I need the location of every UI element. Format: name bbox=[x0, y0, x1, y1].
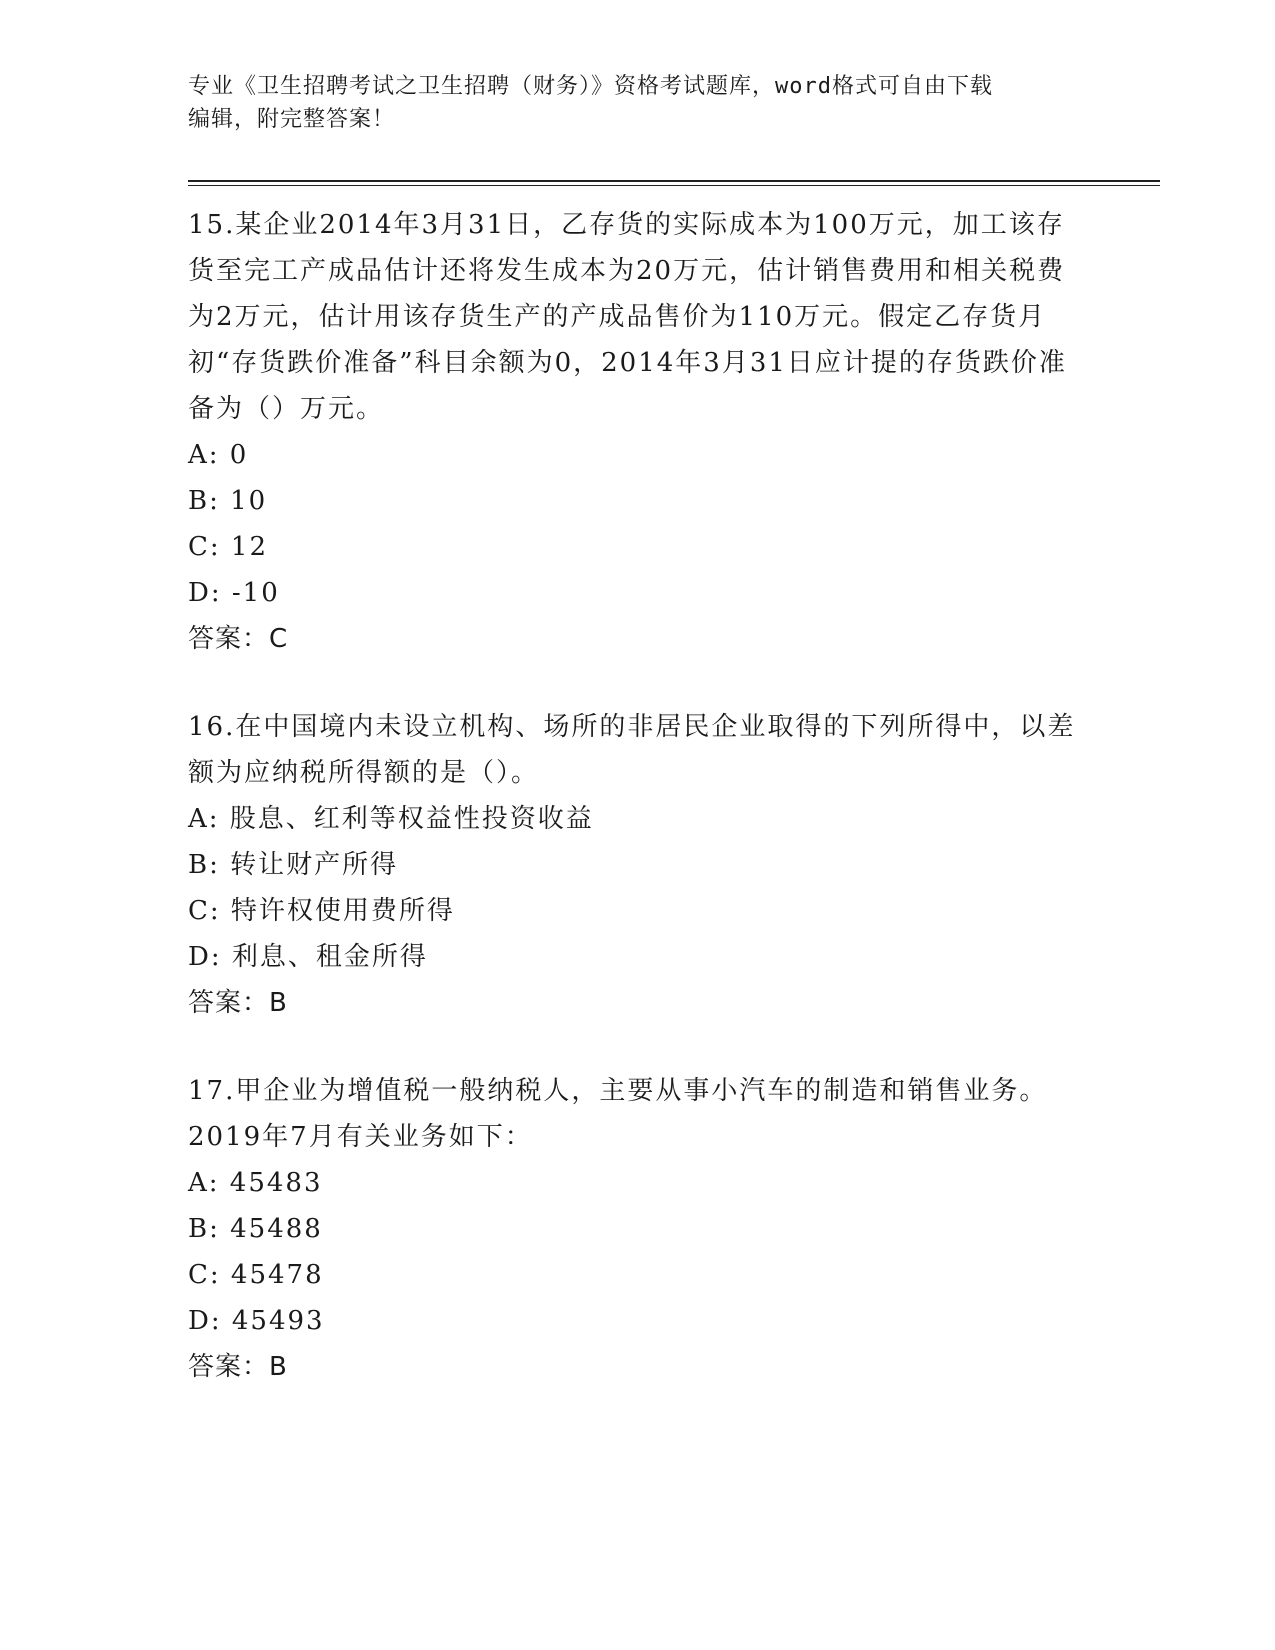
option-a: A: 0 bbox=[188, 440, 249, 470]
question-15 bbox=[188, 202, 1148, 662]
question-text: 16.在中国境内未设立机构、场所的非居民企业取得的下列所得中，以差额为应纳税所得额的是（）。 bbox=[188, 712, 1076, 788]
question-16 bbox=[188, 704, 1148, 1026]
option-b: B: 45488 bbox=[188, 1214, 323, 1244]
header-line-2: 编辑，附完整答案！ bbox=[188, 107, 396, 132]
option-c: C: 45478 bbox=[188, 1260, 324, 1290]
document-page bbox=[188, 70, 1148, 1390]
option-d: D: 利息、租金所得 bbox=[188, 942, 428, 972]
document-header bbox=[188, 70, 1068, 136]
answer-line: 答案：B bbox=[188, 1352, 288, 1382]
option-a: A: 45483 bbox=[188, 1168, 323, 1198]
option-b: B: 10 bbox=[188, 486, 268, 516]
answer-line: 答案：B bbox=[188, 988, 288, 1018]
header-line-1: 专业《卫生招聘考试之卫生招聘（财务）》资格考试题库，word格式可自由下载 bbox=[188, 74, 993, 99]
option-c: C: 12 bbox=[188, 532, 269, 562]
option-a: A: 股息、红利等权益性投资收益 bbox=[188, 804, 594, 834]
header-divider bbox=[188, 180, 1160, 186]
question-17 bbox=[188, 1068, 1148, 1390]
question-text: 15.某企业2014年3月31日，乙存货的实际成本为100万元，加工该存货至完工产成品估计还将发生成本为20万元，估计销售费用和相关税费为2万元，估计用该存货生产的产成品售价为110万元。假定乙存货月初“存货跌价准备”科目余额为0，2014年3月31日应计提的存货跌价准备为（）万元。 bbox=[188, 210, 1067, 424]
option-d: D: -10 bbox=[188, 578, 280, 608]
option-d: D: 45493 bbox=[188, 1306, 325, 1336]
answer-line: 答案：C bbox=[188, 624, 289, 654]
question-text: 17.甲企业为增值税一般纳税人，主要从事小汽车的制造和销售业务。2019年7月有关业务如下： bbox=[188, 1076, 1048, 1152]
option-c: C: 特许权使用费所得 bbox=[188, 896, 455, 926]
option-b: B: 转让财产所得 bbox=[188, 850, 399, 880]
